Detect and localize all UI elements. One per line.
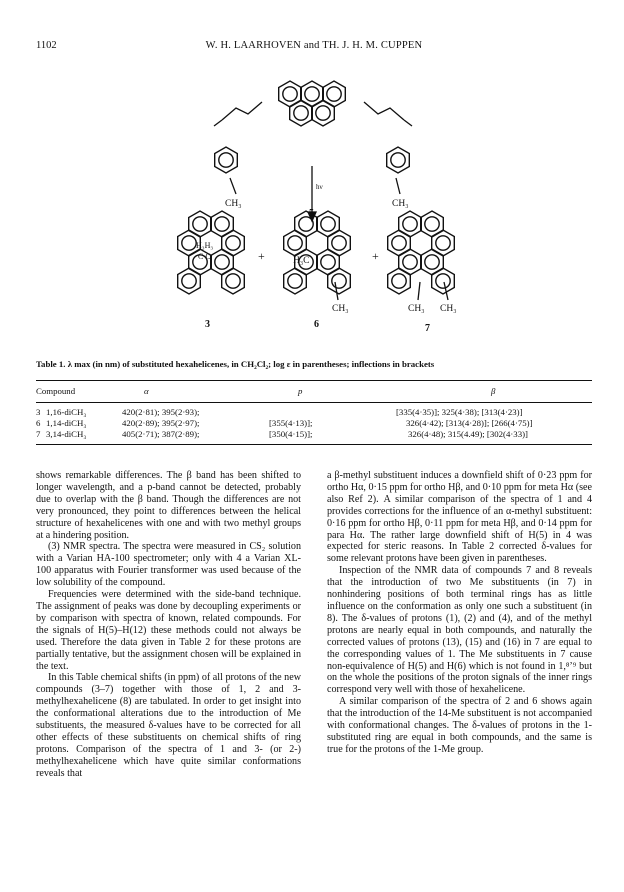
benzene-ring xyxy=(421,249,444,275)
body-column-left xyxy=(36,470,301,780)
aromatic-circle xyxy=(391,153,405,167)
beta-value: [335(4·35)]; 325(4·38); [313(4·23)] xyxy=(396,407,523,417)
benzene-ring xyxy=(284,230,307,256)
aromatic-circle xyxy=(425,255,439,269)
benzene-ring xyxy=(387,147,410,173)
paragraph: (3) NMR spectra. The spectra were measured in CS₂ solution with a Varian HA-100 spectrometer; only with 4 a Varian XL-100 apparatus with Fourier transformer was used because of the low solubility of the compound. xyxy=(36,541,301,589)
compound-name: 3,14-diCH₃ xyxy=(46,429,87,439)
alpha-value: 420(2·89); 395(2·97); xyxy=(122,418,200,428)
table-rule-bottom xyxy=(36,444,592,445)
methyl-label: CH₃ xyxy=(225,199,242,209)
aromatic-circle xyxy=(332,274,346,288)
table-caption: Table 1. λ max (in nm) of substituted hexahelicenes, in CH₂Cl₂; log ε in parentheses; inflections in brackets xyxy=(36,359,435,369)
benzene-ring xyxy=(178,268,201,294)
paragraph: A similar comparison of the spectra of 2 and 6 shows again that the introduction of the 14-Me substituent is not accompanied with conformational changes. The δ-values of protons in the 1-substituted ring are equal in both compounds, and the same is true for the protons of the 1-Me group. xyxy=(327,696,592,755)
compound-number-5: 5 xyxy=(309,208,314,219)
running-header xyxy=(36,40,592,54)
aromatic-circle xyxy=(283,87,297,101)
aromatic-circle xyxy=(436,236,450,250)
compound-name: 1,14-diCH₃ xyxy=(46,418,87,428)
benzene-ring xyxy=(222,230,245,256)
aromatic-circle xyxy=(182,236,196,250)
benzene-ring xyxy=(399,249,422,275)
paragraph: In this Table chemical shifts (in ppm) of all protons of the new compounds (3–7) together with those of 1, 2 and 3-methylhexahelicene (8) are tabulated. In order to get insight into the conformational alterations due to the introduction of Me substituents, the measured δ-values have to be corrected for all other effects of these substituents on chemical shifts of ring protons. Comparison of the spectra of 1 and 3- (or 2-) methylhexahelicene which have quite similar conformations reveals that xyxy=(36,672,301,779)
aromatic-circle xyxy=(219,153,233,167)
bond xyxy=(214,120,222,126)
methyl-bond xyxy=(335,282,338,300)
aromatic-circle xyxy=(226,236,240,250)
benzene-ring xyxy=(211,211,234,237)
reaction-scheme-svg xyxy=(0,56,624,346)
vinyl-bond-right xyxy=(364,102,404,120)
table-rule-header xyxy=(36,402,592,403)
benzene-ring xyxy=(388,230,411,256)
column-header-beta: β xyxy=(491,386,496,396)
column-header-compound: Compound xyxy=(36,386,76,396)
paragraph: a β-methyl substituent induces a downfield shift of 0·23 ppm for ortho Hα, 0·15 ppm for ortho Hβ, and 0·10 ppm for meta Hα (see also Ref 2). A similar comparison of the spectra of 1 and 4 provides corrections for the influence of an α-methyl substituent: 0·16 ppm for ortho Hβ, 0·11 ppm for meta Hβ, and 0·14 ppm for para Hα. The rather large downfield shift of H(5) in 4 was expected for steric reasons. In Table 2 corrected δ-values for some relevant protons have been given in parentheses. xyxy=(327,470,592,565)
benzene-ring xyxy=(211,249,234,275)
methyl-label: CH₃ xyxy=(332,304,349,314)
row-number: 3 xyxy=(36,407,41,417)
compound-number-7: 7 xyxy=(425,323,430,334)
benzene-ring xyxy=(290,100,313,126)
aromatic-circle xyxy=(403,217,417,231)
aromatic-circle xyxy=(436,274,450,288)
aromatic-circle xyxy=(305,87,319,101)
reaction-scheme xyxy=(0,56,624,346)
aromatic-circle xyxy=(425,217,439,231)
aromatic-circle xyxy=(226,274,240,288)
aromatic-circle xyxy=(288,236,302,250)
aromatic-circle xyxy=(403,255,417,269)
beta-value: 326(4·42); [313(4·28)]; [266(4·75)] xyxy=(406,418,533,428)
aromatic-circle xyxy=(288,274,302,288)
aromatic-circle xyxy=(321,255,335,269)
compound-number-6: 6 xyxy=(314,319,319,330)
aromatic-circle xyxy=(332,236,346,250)
benzene-ring xyxy=(222,268,245,294)
methyl-label: CH₃ xyxy=(408,304,425,314)
column-header-alpha: α xyxy=(144,386,149,396)
table-rule-top xyxy=(36,380,592,381)
alpha-value: 405(2·71); 387(2·89); xyxy=(122,429,200,439)
methyl-label: CH₃ xyxy=(392,199,409,209)
benzene-ring xyxy=(284,268,307,294)
carbon-pair-label: C C xyxy=(198,252,211,261)
benzene-ring xyxy=(317,249,340,275)
aromatic-circle xyxy=(182,274,196,288)
beta-value: 326(4·48); 315(4.49); [302(4·33)] xyxy=(408,429,528,439)
running-authors: W. H. LAARHOVEN and TH. J. H. M. CUPPEN xyxy=(205,40,423,51)
aromatic-circle xyxy=(392,236,406,250)
page-number: 1102 xyxy=(36,40,57,51)
row-number: 6 xyxy=(36,418,41,428)
aromatic-circle xyxy=(215,255,229,269)
methyl-bond xyxy=(230,178,236,194)
vinyl-bond-left xyxy=(222,102,262,120)
benzene-ring xyxy=(279,81,302,107)
benzene-ring xyxy=(432,268,455,294)
paragraph: Inspection of the NMR data of compounds 7 and 8 reveals that the introduction of two Me substituents (in 7) in nonhindering positions of both terminal rings has as little influence on the conformation as only one such a substituent (in 8). The δ-values of protons (1), (2) and (4), and of the methyl protons are nearly equal in both compounds, and naturally the corrected values of protons (13), (15) and (16) in 7 are equal to the corresponding values of 1. The Me substituents in 7 cause non-equivalence of H(5) and H(6) which is not found in 1,⁸ʼ⁹ but on the whole the positions of the proton signals of the inner rings correspond very well with those of hexahelicene. xyxy=(327,565,592,696)
benzene-ring xyxy=(388,268,411,294)
aromatic-circle xyxy=(392,274,406,288)
bond xyxy=(404,120,412,126)
aromatic-circle xyxy=(316,106,330,120)
methyl-label: CH₃ xyxy=(440,304,457,314)
methyl-pair-label: H₃H₃ xyxy=(196,241,214,250)
benzene-ring xyxy=(215,147,238,173)
column-header-p: p xyxy=(298,386,303,396)
plus-sign: + xyxy=(258,249,265,263)
aromatic-circle xyxy=(327,87,341,101)
benzene-ring xyxy=(399,211,422,237)
methyl-label: H₃C xyxy=(293,256,310,266)
paragraph: shows remarkable differences. The β band has been shifted to longer wavelength, and a p-band cannot be detected, probably due to overlap with the β band. Though the differences are not very pronounced, they point to differences between the helical structure of hexahelicenes with one and with two methyl groups at a hindering position. xyxy=(36,470,301,541)
aromatic-circle xyxy=(321,217,335,231)
methyl-bond xyxy=(396,178,400,194)
p-value: [355(4·13)]; xyxy=(269,418,313,428)
plus-sign: + xyxy=(372,249,379,263)
benzene-ring xyxy=(328,268,351,294)
benzene-ring xyxy=(189,211,212,237)
benzene-ring xyxy=(317,211,340,237)
benzene-ring xyxy=(328,230,351,256)
structure-bonds xyxy=(214,102,448,300)
irradiation-label: hν xyxy=(316,183,323,191)
benzene-ring xyxy=(432,230,455,256)
paragraph: Frequencies were determined with the side-band technique. The assignment of peaks was done by decoupling experiments or by comparison with spectra of known, related compounds. For the signals of H(5)–H(12) these methods could not always be used. Therefore the data given in Table 2 for these protons are partially tentative, but the assignment chosen will be explained in the text. xyxy=(36,589,301,672)
p-value: [350(4·15)]; xyxy=(269,429,313,439)
benzene-ring xyxy=(323,81,346,107)
aromatic-circle xyxy=(294,106,308,120)
benzene-ring xyxy=(421,211,444,237)
aromatic-circle xyxy=(215,217,229,231)
benzene-ring xyxy=(301,81,324,107)
compound-number-3: 3 xyxy=(205,319,210,330)
methyl-bond xyxy=(418,282,420,300)
row-number: 7 xyxy=(36,429,41,439)
aromatic-circle xyxy=(193,217,207,231)
benzene-ring xyxy=(312,100,335,126)
body-column-right xyxy=(327,470,592,756)
alpha-value: 420(2·81); 395(2·93); xyxy=(122,407,200,417)
compound-name: 1,16-diCH₃ xyxy=(46,407,87,417)
